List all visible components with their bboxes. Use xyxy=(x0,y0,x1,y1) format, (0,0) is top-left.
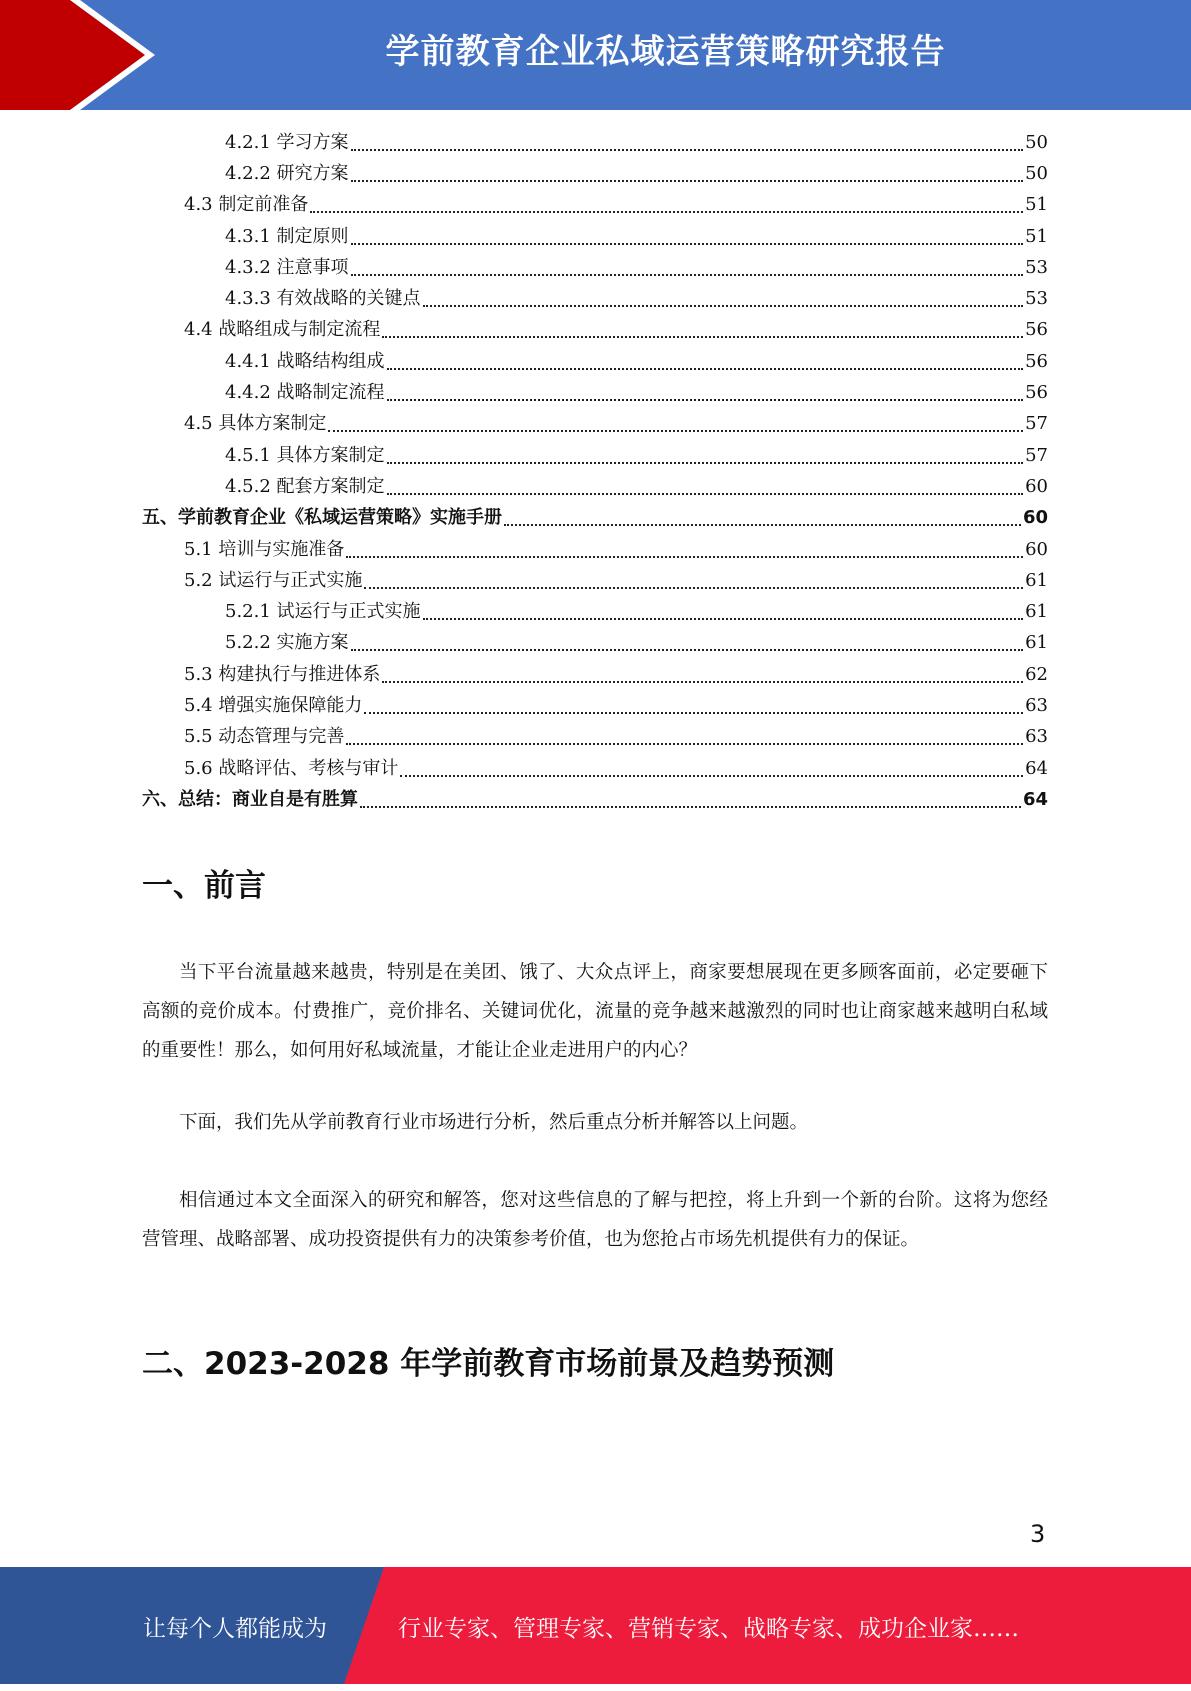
toc-dot-leader xyxy=(364,698,1023,714)
toc-entry[interactable] xyxy=(142,534,1048,565)
toc-entry-label: 4.5 具体方案制定 xyxy=(184,413,327,435)
toc-entry-page: 64 xyxy=(1022,788,1048,810)
table-of-contents xyxy=(142,127,1048,816)
toc-entry-label: 4.4.1 战略结构组成 xyxy=(225,350,385,372)
toc-entry[interactable] xyxy=(142,127,1048,158)
toc-entry-label: 4.3.1 制定原则 xyxy=(225,225,349,247)
toc-dot-leader xyxy=(504,510,1021,526)
section-heading-foreword: 一、前言 xyxy=(142,868,266,904)
toc-entry[interactable] xyxy=(142,252,1048,283)
toc-entry-page: 51 xyxy=(1025,225,1048,247)
section-heading-forecast: 二、2023-2028 年学前教育市场前景及趋势预测 xyxy=(142,1346,835,1382)
toc-entry-page: 56 xyxy=(1025,350,1048,372)
toc-entry-label: 4.3 制定前准备 xyxy=(184,194,309,216)
toc-entry-label: 4.2.2 研究方案 xyxy=(225,162,349,184)
toc-dot-leader xyxy=(346,542,1023,558)
toc-dot-leader xyxy=(310,197,1023,213)
toc-entry[interactable] xyxy=(142,221,1048,252)
toc-entry-label: 5.1 培训与实施准备 xyxy=(184,538,345,560)
toc-dot-leader xyxy=(423,604,1024,620)
page-header xyxy=(0,0,1191,110)
toc-dot-leader xyxy=(364,573,1023,589)
toc-dot-leader xyxy=(382,667,1023,683)
toc-entry-page: 63 xyxy=(1025,694,1048,716)
toc-entry[interactable] xyxy=(142,440,1048,471)
toc-entry-page: 60 xyxy=(1025,475,1048,497)
paragraph: 下面，我们先从学前教育行业市场进行分析，然后重点分析并解答以上问题。 xyxy=(179,1112,809,1133)
toc-entry[interactable] xyxy=(142,503,1048,534)
toc-dot-leader xyxy=(423,291,1024,307)
toc-entry[interactable] xyxy=(142,190,1048,221)
toc-dot-leader xyxy=(387,385,1024,401)
toc-entry-label: 5.5 动态管理与完善 xyxy=(184,726,345,748)
toc-entry-label: 4.4.2 战略制定流程 xyxy=(225,382,385,404)
toc-entry-page: 57 xyxy=(1025,413,1048,435)
toc-entry-page: 51 xyxy=(1025,194,1048,216)
toc-dot-leader xyxy=(400,761,1023,777)
toc-dot-leader xyxy=(351,166,1024,182)
toc-entry-label: 5.2.2 实施方案 xyxy=(225,632,349,654)
toc-entry-label: 5.6 战略评估、考核与审计 xyxy=(184,757,399,779)
page-number: 3 xyxy=(1030,1520,1046,1548)
toc-entry-page: 56 xyxy=(1025,382,1048,404)
toc-entry[interactable] xyxy=(142,753,1048,784)
toc-entry[interactable] xyxy=(142,565,1048,596)
toc-dot-leader xyxy=(387,448,1024,464)
page-footer xyxy=(0,1567,1191,1684)
toc-dot-leader xyxy=(387,479,1024,495)
toc-entry-page: 50 xyxy=(1025,131,1048,153)
footer-slogan-left: 让每个人都能成为 xyxy=(143,1616,327,1642)
toc-entry-label: 5.3 构建执行与推进体系 xyxy=(184,663,381,685)
toc-entry[interactable] xyxy=(142,722,1048,753)
toc-entry-label: 5.4 增强实施保障能力 xyxy=(184,694,363,716)
toc-entry-label: 5.2 试运行与正式实施 xyxy=(184,569,363,591)
toc-entry-page: 60 xyxy=(1025,538,1048,560)
toc-entry[interactable] xyxy=(142,596,1048,627)
toc-entry-label: 4.5.2 配套方案制定 xyxy=(225,475,385,497)
toc-entry-label: 4.3.2 注意事项 xyxy=(225,256,349,278)
toc-entry-label: 4.5.1 具体方案制定 xyxy=(225,444,385,466)
toc-entry-page: 61 xyxy=(1025,569,1048,591)
toc-dot-leader xyxy=(328,416,1023,432)
footer-slogan-right: 行业专家、管理专家、营销专家、战略专家、成功企业家…… xyxy=(398,1616,1019,1642)
paragraph: 当下平台流量越来越贵，特别是在美团、饿了、大众点评上，商家要想展现在更多顾客面前，必定要砸下高额的竞价成本。付费推广，竞价排名、关键词优化，流量的竞争越来越激烈的同时也让商家越来越明白私域的重要性！那么，如何用好私域流量，才能让企业走进用户的内心？ xyxy=(142,962,1048,1061)
toc-entry-page: 56 xyxy=(1025,319,1048,341)
toc-entry[interactable] xyxy=(142,784,1048,815)
toc-entry[interactable] xyxy=(142,409,1048,440)
toc-entry-page: 62 xyxy=(1025,663,1048,685)
toc-entry-label: 5.2.1 试运行与正式实施 xyxy=(225,601,421,623)
toc-entry-page: 53 xyxy=(1025,256,1048,278)
toc-entry-page: 57 xyxy=(1025,444,1048,466)
toc-dot-leader xyxy=(382,322,1023,338)
toc-entry-label: 4.3.3 有效战略的关键点 xyxy=(225,288,421,310)
toc-entry[interactable] xyxy=(142,659,1048,690)
toc-entry-label: 4.2.1 学习方案 xyxy=(225,131,349,153)
toc-entry-page: 63 xyxy=(1025,726,1048,748)
toc-dot-leader xyxy=(387,354,1024,370)
toc-entry[interactable] xyxy=(142,158,1048,189)
toc-entry[interactable] xyxy=(142,283,1048,314)
toc-entry-page: 53 xyxy=(1025,288,1048,310)
paragraph: 相信通过本文全面深入的研究和解答，您对这些信息的了解与把控，将上升到一个新的台阶。这将为您经营管理、战略部署、成功投资提供有力的决策参考价值，也为您抢占市场先机提供有力的保证。 xyxy=(142,1190,1048,1250)
toc-dot-leader xyxy=(351,229,1024,245)
toc-entry-page: 61 xyxy=(1025,601,1048,623)
toc-entry-label: 六、总结：商业自是有胜算 xyxy=(142,788,358,810)
toc-entry-page: 61 xyxy=(1025,632,1048,654)
toc-dot-leader xyxy=(360,792,1021,808)
toc-entry-label: 4.4 战略组成与制定流程 xyxy=(184,319,381,341)
toc-entry-page: 60 xyxy=(1022,507,1048,529)
toc-dot-leader xyxy=(351,135,1024,151)
toc-entry-label: 五、学前教育企业《私域运营策略》实施手册 xyxy=(142,507,502,529)
toc-entry[interactable] xyxy=(142,377,1048,408)
toc-entry-page: 50 xyxy=(1025,162,1048,184)
toc-entry[interactable] xyxy=(142,346,1048,377)
toc-entry[interactable] xyxy=(142,690,1048,721)
toc-dot-leader xyxy=(351,260,1024,276)
toc-dot-leader xyxy=(346,729,1023,745)
toc-entry-page: 64 xyxy=(1025,757,1048,779)
toc-entry[interactable] xyxy=(142,315,1048,346)
toc-dot-leader xyxy=(351,635,1024,651)
report-title: 学前教育企业私域运营策略研究报告 xyxy=(385,32,946,72)
toc-entry[interactable] xyxy=(142,471,1048,502)
toc-entry[interactable] xyxy=(142,628,1048,659)
